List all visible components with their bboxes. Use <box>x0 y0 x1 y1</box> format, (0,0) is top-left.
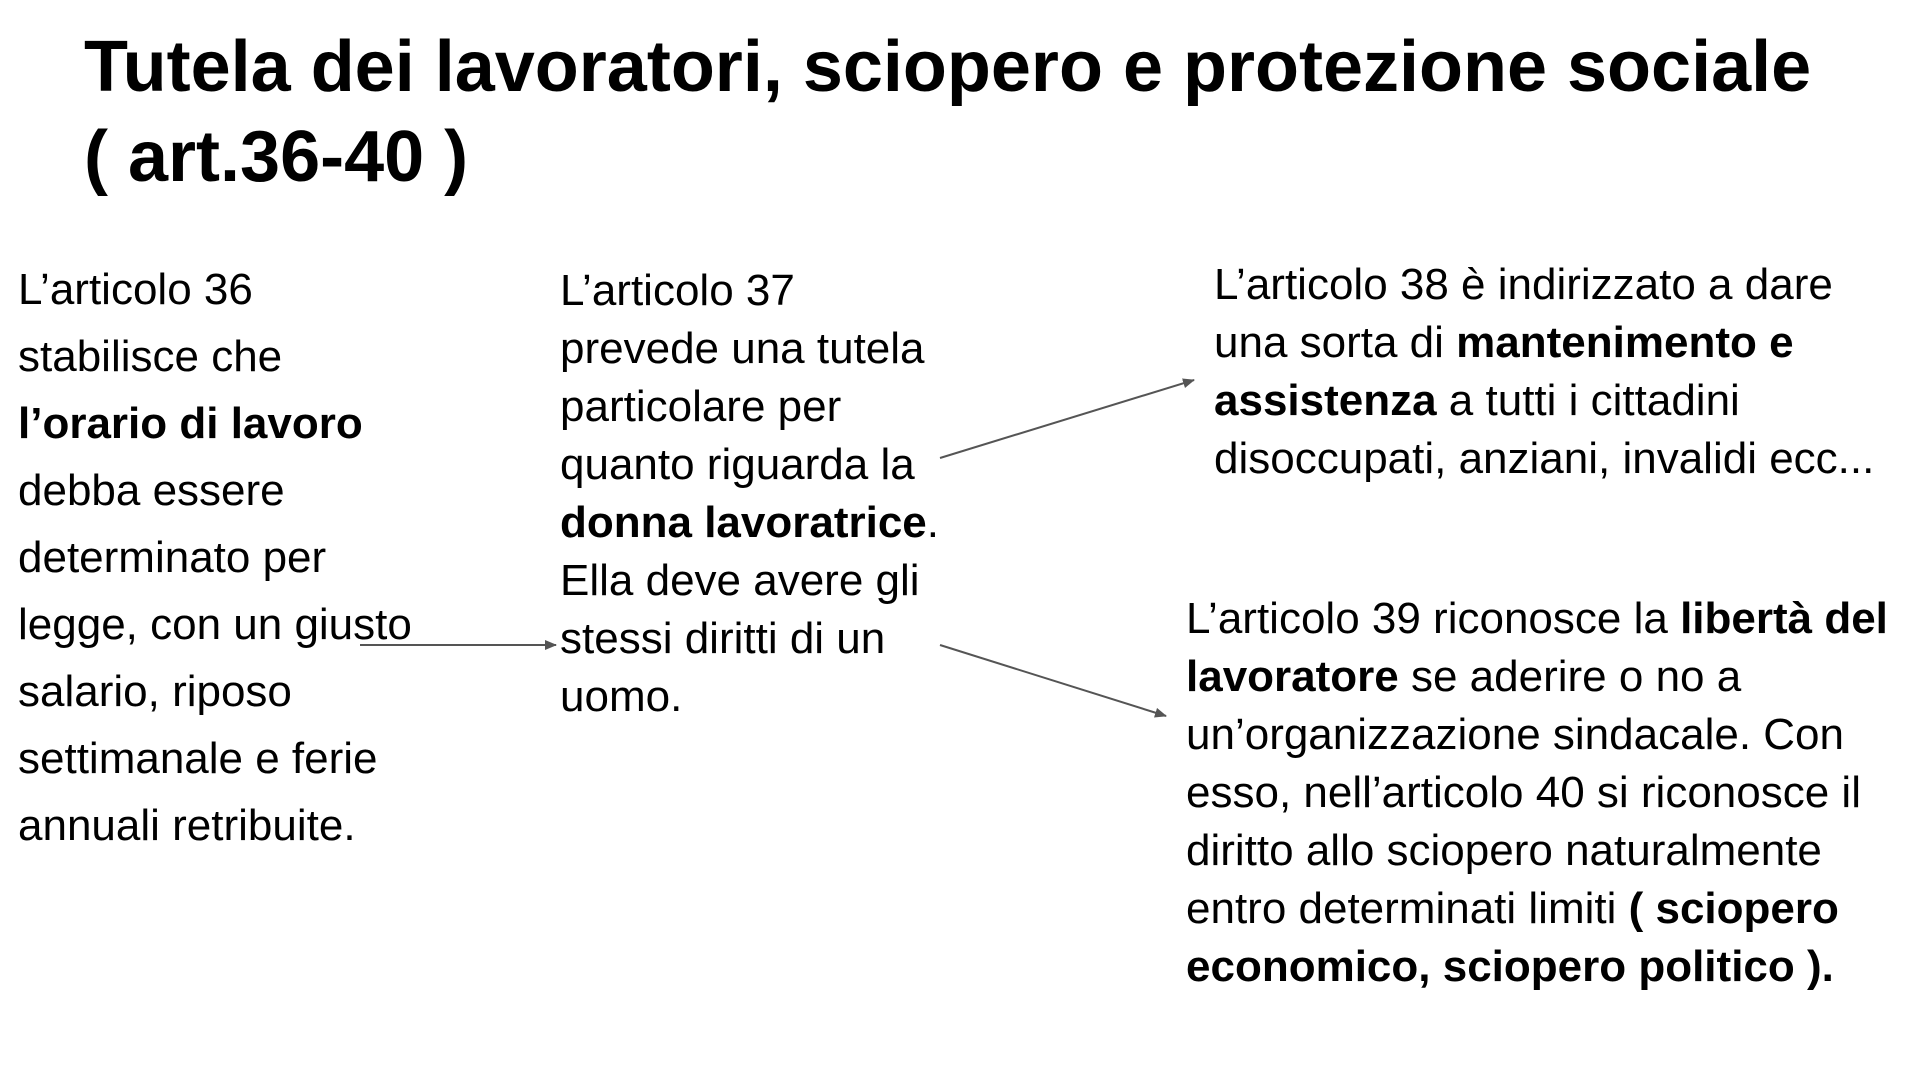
article-36-highlight: l’orario di lavoro <box>18 399 363 448</box>
article-37-highlight: donna lavoratrice <box>560 498 927 547</box>
article-37-text <box>560 262 960 726</box>
article-38-text-post: a tutti i cittadini disoccupati, anziani, invalidi ecc... <box>1214 376 1875 483</box>
article-36-text-post: debba essere determinato per legge, con un giusto salario, riposo settimanale e ferie annuali retribuite. <box>18 466 412 850</box>
article-40-highlight: ( sciopero economico, sciopero politico ). <box>1186 884 1839 991</box>
article-36-text <box>18 256 438 859</box>
article-38-text <box>1214 256 1914 488</box>
arrow-art37-to-art39 <box>940 645 1166 716</box>
article-39-text-mid: se aderire o no a un’organizzazione sindacale. Con esso, nell’articolo 40 si riconosce il diritto allo sciopero naturalmente entro determinati limiti <box>1186 652 1861 933</box>
article-37-text-pre: L’articolo 37 prevede una tutela particolare per quanto riguarda la <box>560 266 925 489</box>
article-37-text-post: . Ella deve avere gli stessi diritti di un uomo. <box>560 498 940 721</box>
article-38-text-pre: L’articolo 38 è indirizzato a dare una sorta di <box>1214 260 1833 367</box>
article-39-highlight: libertà del lavoratore <box>1186 594 1888 701</box>
article-36-text-pre: L’articolo 36 stabilisce che <box>18 265 283 381</box>
article-39-40-text <box>1186 590 1906 996</box>
article-38-highlight: mantenimento e assistenza <box>1214 318 1794 425</box>
article-39-text-pre: L’articolo 39 riconosce la <box>1186 594 1681 643</box>
slide-title: Tutela dei lavoratori, sciopero e protezione sociale ( art.36-40 ) <box>84 27 1812 197</box>
arrow-art37-to-art38 <box>940 380 1194 458</box>
